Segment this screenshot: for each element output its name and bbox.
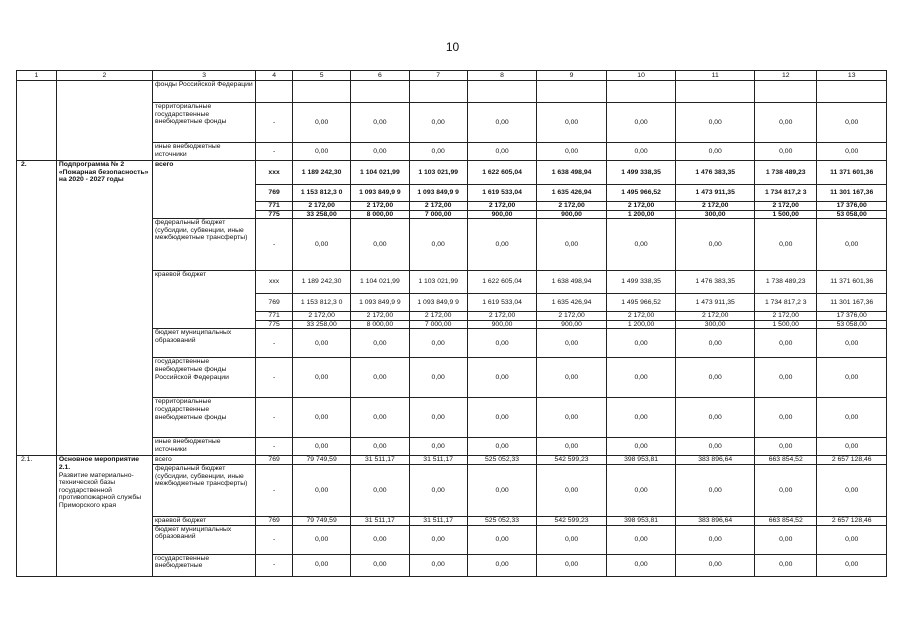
value-cell <box>409 81 467 103</box>
value-cell: 2 172,00 <box>606 312 676 321</box>
value-cell: 0,00 <box>755 143 817 161</box>
value-cell: 0,00 <box>676 219 755 271</box>
value-cell: 1 499 338,35 <box>606 271 676 294</box>
value-cell: 0,00 <box>467 219 537 271</box>
value-cell: 0,00 <box>537 329 607 358</box>
value-cell: 7 000,00 <box>409 210 467 219</box>
value-cell: 300,00 <box>676 320 755 329</box>
column-number-header: 1 <box>17 71 57 81</box>
table-body <box>17 71 887 577</box>
source-cell: всего <box>152 456 255 465</box>
value-cell: 1 734 817,2 3 <box>755 185 817 202</box>
value-cell: 2 657 128,46 <box>817 456 887 465</box>
code-cell: - <box>256 525 293 554</box>
value-cell: 0,00 <box>817 398 887 438</box>
value-cell: 0,00 <box>606 464 676 516</box>
column-number-header: 7 <box>409 71 467 81</box>
value-cell: 11 371 601,36 <box>817 271 887 294</box>
code-cell: 769 <box>256 185 293 202</box>
value-cell: 2 172,00 <box>755 202 817 211</box>
value-cell: 7 000,00 <box>409 320 467 329</box>
code-cell: xxx <box>256 271 293 294</box>
value-cell: 1 103 021,99 <box>409 271 467 294</box>
column-number-header: 13 <box>817 71 887 81</box>
code-cell: - <box>256 398 293 438</box>
value-cell: 0,00 <box>537 358 607 398</box>
value-cell: 0,00 <box>467 464 537 516</box>
value-cell: 31 511,17 <box>351 516 409 525</box>
code-cell: 769 <box>256 516 293 525</box>
value-cell: 0,00 <box>676 525 755 554</box>
code-cell: - <box>256 358 293 398</box>
program-number: 2. <box>17 161 57 456</box>
value-cell: 383 896,64 <box>676 516 755 525</box>
value-cell: 11 301 167,36 <box>817 294 887 312</box>
value-cell: 525 052,33 <box>467 456 537 465</box>
value-cell: 2 172,00 <box>351 312 409 321</box>
column-number-header: 4 <box>256 71 293 81</box>
value-cell: 0,00 <box>606 525 676 554</box>
source-cell: всего <box>152 161 255 219</box>
code-cell: - <box>256 103 293 143</box>
value-cell: 0,00 <box>467 525 537 554</box>
value-cell: 2 172,00 <box>676 312 755 321</box>
code-cell: 775 <box>256 320 293 329</box>
event-name <box>56 456 152 576</box>
value-cell: 1 153 812,3 0 <box>293 294 351 312</box>
value-cell: 0,00 <box>606 358 676 398</box>
value-cell: 0,00 <box>351 525 409 554</box>
value-cell: 1 622 605,04 <box>467 161 537 185</box>
value-cell: 2 172,00 <box>676 202 755 211</box>
value-cell: 1 093 849,9 9 <box>351 294 409 312</box>
value-cell: 0,00 <box>351 143 409 161</box>
column-number-header: 3 <box>152 71 255 81</box>
value-cell: 1 093 849,9 9 <box>351 185 409 202</box>
value-cell: 0,00 <box>293 464 351 516</box>
value-cell: 0,00 <box>293 358 351 398</box>
value-cell: 0,00 <box>676 438 755 456</box>
value-cell: 0,00 <box>537 398 607 438</box>
column-number-header: 11 <box>676 71 755 81</box>
value-cell: 1 473 911,35 <box>676 185 755 202</box>
value-cell: 0,00 <box>293 219 351 271</box>
value-cell: 900,00 <box>537 320 607 329</box>
value-cell: 0,00 <box>755 329 817 358</box>
value-cell: 0,00 <box>351 438 409 456</box>
value-cell: 1 476 383,35 <box>676 271 755 294</box>
value-cell: 1 200,00 <box>606 210 676 219</box>
column-number-header: 6 <box>351 71 409 81</box>
source-cell: иные внебюджетные источники <box>152 143 255 161</box>
value-cell: 1 500,00 <box>755 320 817 329</box>
header-row <box>17 71 887 81</box>
value-cell: 900,00 <box>537 210 607 219</box>
program-name: Подпрограмма № 2 «Пожарная безопасность» на 2020 - 2027 годы <box>56 161 152 456</box>
value-cell: 0,00 <box>606 103 676 143</box>
value-cell: 0,00 <box>676 103 755 143</box>
value-cell: 2 172,00 <box>409 202 467 211</box>
source-cell: территориальные государственные внебюджетные фонды <box>152 103 255 143</box>
value-cell: 1 635 426,94 <box>537 185 607 202</box>
value-cell <box>293 81 351 103</box>
value-cell: 0,00 <box>817 103 887 143</box>
value-cell: 0,00 <box>409 358 467 398</box>
source-cell: иные внебюджетные источники <box>152 438 255 456</box>
value-cell: 31 511,17 <box>351 456 409 465</box>
value-cell: 0,00 <box>409 329 467 358</box>
value-cell: 0,00 <box>606 143 676 161</box>
program-row <box>17 161 887 185</box>
value-cell: 0,00 <box>755 103 817 143</box>
budget-table <box>16 70 887 577</box>
value-cell: 0,00 <box>409 103 467 143</box>
value-cell: 0,00 <box>817 464 887 516</box>
value-cell: 1 738 489,23 <box>755 161 817 185</box>
value-cell: 0,00 <box>467 398 537 438</box>
source-cell: государственные внебюджетные фонды Российской Федерации <box>152 358 255 398</box>
event-name-bold: Основное мероприятие 2.1. <box>58 456 140 471</box>
value-cell: 398 953,81 <box>606 456 676 465</box>
source-cell: федеральный бюджет (субсидии, субвенции, иные межбюджетные трансферты) <box>152 219 255 271</box>
value-cell: 1 153 812,3 0 <box>293 185 351 202</box>
value-cell: 2 172,00 <box>606 202 676 211</box>
value-cell: 0,00 <box>755 525 817 554</box>
value-cell: 0,00 <box>755 398 817 438</box>
value-cell: 2 172,00 <box>351 202 409 211</box>
value-cell: 0,00 <box>537 438 607 456</box>
value-cell: 0,00 <box>606 329 676 358</box>
page-number: 10 <box>445 40 460 54</box>
value-cell: 0,00 <box>676 329 755 358</box>
value-cell: 525 052,33 <box>467 516 537 525</box>
source-cell: бюджет муниципальных образований <box>152 329 255 358</box>
column-number-header: 2 <box>56 71 152 81</box>
value-cell: 11 371 601,36 <box>817 161 887 185</box>
value-cell: 1 473 911,35 <box>676 294 755 312</box>
value-cell: 900,00 <box>467 320 537 329</box>
source-cell: бюджет муниципальных образований <box>152 525 255 554</box>
value-cell: 0,00 <box>537 103 607 143</box>
source-cell: государственные внебюджетные <box>152 554 255 576</box>
value-cell: 0,00 <box>409 219 467 271</box>
code-cell <box>256 81 293 103</box>
value-cell: 0,00 <box>606 438 676 456</box>
value-cell: 17 376,00 <box>817 202 887 211</box>
value-cell: 11 301 167,36 <box>817 185 887 202</box>
row-name-cell <box>56 81 152 161</box>
column-number-header: 10 <box>606 71 676 81</box>
value-cell: 0,00 <box>676 554 755 576</box>
value-cell: 33 258,00 <box>293 320 351 329</box>
value-cell: 17 376,00 <box>817 312 887 321</box>
value-cell: 0,00 <box>293 398 351 438</box>
value-cell <box>755 81 817 103</box>
event-number: 2.1. <box>17 456 57 576</box>
row-number-cell <box>17 81 57 161</box>
column-number-header: 9 <box>537 71 607 81</box>
value-cell: 0,00 <box>817 329 887 358</box>
value-cell: 0,00 <box>351 398 409 438</box>
value-cell: 1 103 021,99 <box>409 161 467 185</box>
value-cell: 0,00 <box>467 329 537 358</box>
value-cell: 0,00 <box>293 554 351 576</box>
value-cell: 2 172,00 <box>293 312 351 321</box>
code-cell: 775 <box>256 210 293 219</box>
code-cell: 771 <box>256 202 293 211</box>
value-cell: 1 093 849,9 9 <box>409 185 467 202</box>
value-cell: 0,00 <box>817 358 887 398</box>
value-cell: 1 499 338,35 <box>606 161 676 185</box>
value-cell: 2 172,00 <box>537 312 607 321</box>
code-cell: - <box>256 438 293 456</box>
value-cell: 0,00 <box>537 219 607 271</box>
value-cell: 900,00 <box>467 210 537 219</box>
value-cell: 2 172,00 <box>755 312 817 321</box>
source-cell: федеральный бюджет (субсидии, субвенции, иные межбюджетные трансферты) <box>152 464 255 516</box>
source-cell: территориальные государственные внебюджетные фонды <box>152 398 255 438</box>
value-cell: 0,00 <box>351 464 409 516</box>
value-cell: 0,00 <box>755 438 817 456</box>
value-cell: 1 638 498,94 <box>537 271 607 294</box>
value-cell: 0,00 <box>817 554 887 576</box>
code-cell: 769 <box>256 294 293 312</box>
source-cell: краевой бюджет <box>152 516 255 525</box>
value-cell <box>676 81 755 103</box>
value-cell: 542 599,23 <box>537 516 607 525</box>
code-cell: - <box>256 219 293 271</box>
value-cell: 0,00 <box>293 525 351 554</box>
value-cell: 0,00 <box>755 554 817 576</box>
value-cell: 2 172,00 <box>467 202 537 211</box>
value-cell: 0,00 <box>606 398 676 438</box>
code-cell: - <box>256 143 293 161</box>
value-cell: 663 854,52 <box>755 456 817 465</box>
value-cell <box>351 81 409 103</box>
value-cell: 1 495 966,52 <box>606 294 676 312</box>
value-cell: 0,00 <box>409 525 467 554</box>
value-cell: 0,00 <box>467 143 537 161</box>
code-cell: - <box>256 554 293 576</box>
value-cell <box>817 81 887 103</box>
code-cell: 771 <box>256 312 293 321</box>
column-number-header: 5 <box>293 71 351 81</box>
code-cell: 769 <box>256 456 293 465</box>
value-cell <box>537 81 607 103</box>
value-cell: 0,00 <box>606 219 676 271</box>
event-row <box>17 456 887 465</box>
value-cell: 0,00 <box>817 525 887 554</box>
code-cell: xxx <box>256 161 293 185</box>
value-cell: 8 000,00 <box>351 210 409 219</box>
column-number-header: 12 <box>755 71 817 81</box>
value-cell: 0,00 <box>293 143 351 161</box>
value-cell: 0,00 <box>293 438 351 456</box>
value-cell: 0,00 <box>676 464 755 516</box>
value-cell: 0,00 <box>537 464 607 516</box>
value-cell: 1 200,00 <box>606 320 676 329</box>
value-cell: 53 058,00 <box>817 210 887 219</box>
value-cell: 31 511,17 <box>409 516 467 525</box>
value-cell: 0,00 <box>537 143 607 161</box>
value-cell: 1 104 021,99 <box>351 161 409 185</box>
value-cell: 0,00 <box>755 464 817 516</box>
value-cell: 79 749,59 <box>293 456 351 465</box>
table-row <box>17 81 887 103</box>
value-cell <box>606 81 676 103</box>
value-cell: 1 622 605,04 <box>467 271 537 294</box>
value-cell: 0,00 <box>537 554 607 576</box>
value-cell: 1 734 817,2 3 <box>755 294 817 312</box>
value-cell: 53 058,00 <box>817 320 887 329</box>
value-cell: 2 172,00 <box>409 312 467 321</box>
value-cell: 1 189 242,30 <box>293 161 351 185</box>
value-cell: 0,00 <box>409 398 467 438</box>
value-cell: 300,00 <box>676 210 755 219</box>
value-cell: 0,00 <box>351 358 409 398</box>
value-cell: 0,00 <box>293 329 351 358</box>
code-cell: - <box>256 329 293 358</box>
value-cell: 542 599,23 <box>537 456 607 465</box>
value-cell: 2 657 128,46 <box>817 516 887 525</box>
value-cell: 1 104 021,99 <box>351 271 409 294</box>
value-cell: 1 619 533,04 <box>467 294 537 312</box>
value-cell: 383 896,64 <box>676 456 755 465</box>
value-cell: 398 953,81 <box>606 516 676 525</box>
value-cell: 0,00 <box>467 438 537 456</box>
value-cell: 1 495 966,52 <box>606 185 676 202</box>
value-cell: 0,00 <box>409 554 467 576</box>
code-cell: - <box>256 464 293 516</box>
value-cell: 2 172,00 <box>293 202 351 211</box>
value-cell: 1 093 849,9 9 <box>409 294 467 312</box>
value-cell: 0,00 <box>293 103 351 143</box>
value-cell: 0,00 <box>409 438 467 456</box>
value-cell: 0,00 <box>817 143 887 161</box>
value-cell: 33 258,00 <box>293 210 351 219</box>
value-cell: 0,00 <box>467 358 537 398</box>
value-cell: 663 854,52 <box>755 516 817 525</box>
value-cell: 31 511,17 <box>409 456 467 465</box>
value-cell: 1 738 489,23 <box>755 271 817 294</box>
value-cell: 0,00 <box>676 398 755 438</box>
value-cell: 0,00 <box>467 554 537 576</box>
value-cell: 0,00 <box>351 554 409 576</box>
value-cell: 0,00 <box>467 103 537 143</box>
value-cell: 79 749,59 <box>293 516 351 525</box>
value-cell: 0,00 <box>409 464 467 516</box>
value-cell <box>467 81 537 103</box>
value-cell: 1 189 242,30 <box>293 271 351 294</box>
column-number-header: 8 <box>467 71 537 81</box>
value-cell: 0,00 <box>351 329 409 358</box>
value-cell: 0,00 <box>351 219 409 271</box>
value-cell: 8 000,00 <box>351 320 409 329</box>
value-cell: 0,00 <box>755 358 817 398</box>
value-cell: 1 638 498,94 <box>537 161 607 185</box>
value-cell: 0,00 <box>676 143 755 161</box>
value-cell: 1 635 426,94 <box>537 294 607 312</box>
event-name-rest: Развитие материально-технической базы государственной противопожарной службы Приморского края <box>58 471 142 509</box>
value-cell: 2 172,00 <box>467 312 537 321</box>
value-cell: 1 619 533,04 <box>467 185 537 202</box>
value-cell: 0,00 <box>606 554 676 576</box>
value-cell: 0,00 <box>817 438 887 456</box>
value-cell: 0,00 <box>537 525 607 554</box>
value-cell: 1 476 383,35 <box>676 161 755 185</box>
value-cell: 0,00 <box>351 103 409 143</box>
value-cell: 0,00 <box>409 143 467 161</box>
value-cell: 2 172,00 <box>537 202 607 211</box>
value-cell: 0,00 <box>817 219 887 271</box>
value-cell: 0,00 <box>676 358 755 398</box>
value-cell: 0,00 <box>755 219 817 271</box>
value-cell: 1 500,00 <box>755 210 817 219</box>
source-cell: краевой бюджет <box>152 271 255 329</box>
source-cell: фонды Российской Федерации <box>152 81 255 103</box>
